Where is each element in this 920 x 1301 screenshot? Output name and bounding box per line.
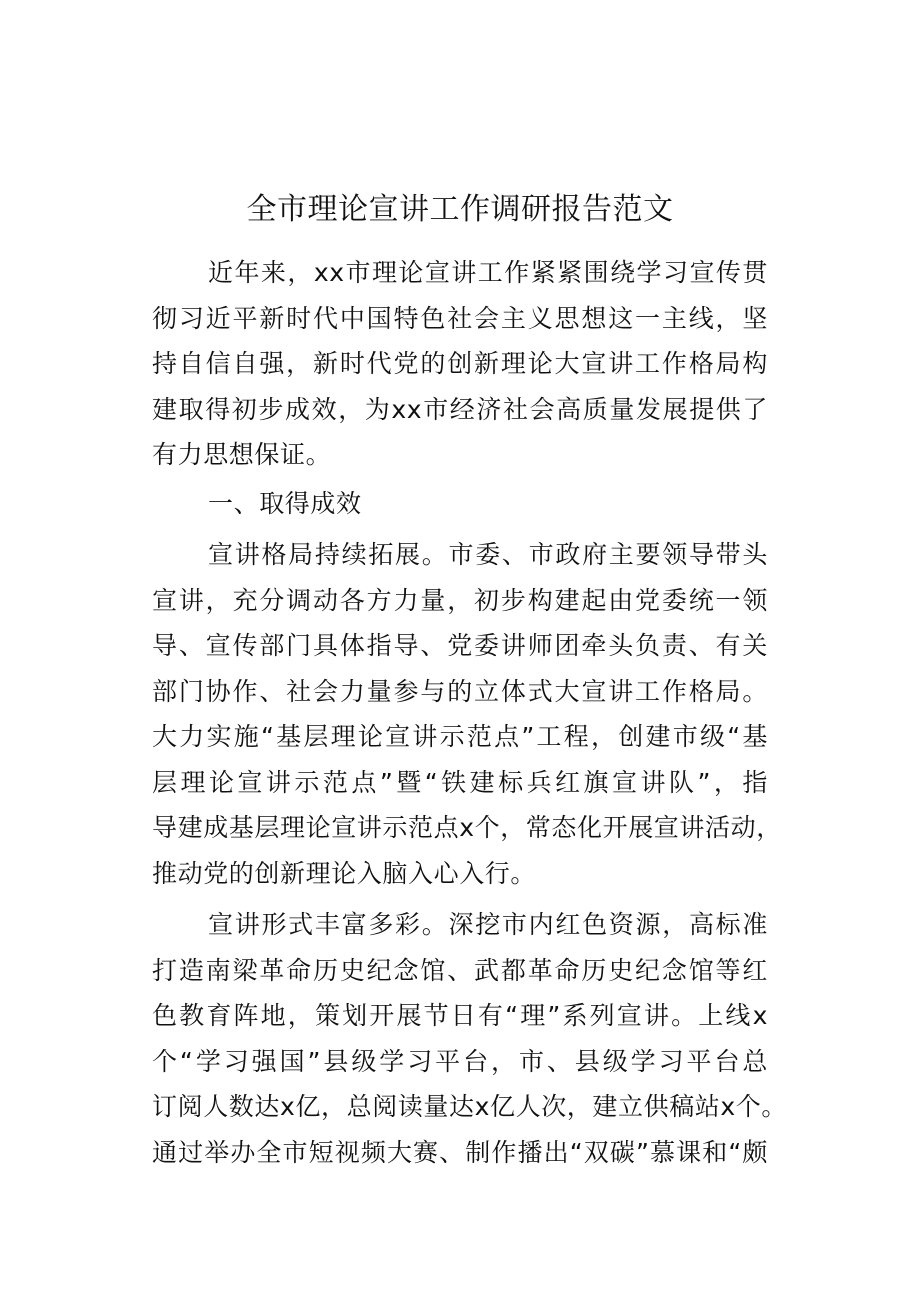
text-line: 彻习近平新时代中国特色社会主义思想这一主线，坚 (152, 303, 768, 333)
text-line: 订阅人数达x亿，总阅读量达x亿人次，建立供稿站x个。 (152, 1092, 787, 1121)
intro-paragraph (152, 250, 768, 478)
paragraph-forms-rich (152, 902, 787, 1175)
text-line: 推动党的创新理论入脑入心入行。 (152, 858, 537, 888)
text-line: 宣讲，充分调动各方力量，初步构建起由党委统一领 (152, 585, 768, 615)
text-line: 打造南梁革命历史纪念馆、武都革命历史纪念馆等红 (152, 955, 768, 985)
text-line: 导建成基层理论宣讲示范点x个，常态化开展宣讲活动， (152, 813, 782, 842)
text-line: 持自信自强，新时代党的创新理论大宣讲工作格局构 (152, 349, 768, 378)
text-line: 色教育阵地，策划开展节日有“理”系列宣讲。上线x (152, 1001, 768, 1030)
text-line: 部门协作、社会力量参与的立体式大宣讲工作格局。 (152, 676, 768, 706)
text-line: 层理论宣讲示范点”暨“铁建标兵红旗宣讲队”，指 (152, 767, 768, 797)
text-line: 通过举办全市短视频大赛、制作播出“双碳”慕课和“颇 (152, 1137, 768, 1167)
text-line: 宣讲形式丰富多彩。深挖市内红色资源，高标准 (208, 910, 768, 939)
text-line: 宣讲格局持续拓展。市委、市政府主要领导带头 (208, 540, 768, 569)
text-line: 导、宣传部门具体指导、党委讲师团牵头负责、有关 (152, 631, 768, 660)
document-body (152, 250, 787, 1175)
text-line: 有力思想保证。 (152, 440, 332, 469)
paragraph-pattern-expansion (152, 532, 782, 896)
section-heading: 一、取得成效 (208, 488, 362, 518)
document-title: 全市理论宣讲工作调研报告范文 (246, 192, 674, 227)
text-line: 大力实施“基层理论宣讲示范点”工程，创建市级“基 (152, 722, 768, 751)
text-line: 近年来，xx市理论宣讲工作紧紧围绕学习宣传贯 (208, 258, 768, 287)
text-line: 个“学习强国”县级学习平台，市、县级学习平台总 (152, 1046, 768, 1076)
text-line: 建取得初步成效，为xx市经济社会高质量发展提供了 (152, 394, 768, 424)
section-heading-block (152, 481, 768, 527)
